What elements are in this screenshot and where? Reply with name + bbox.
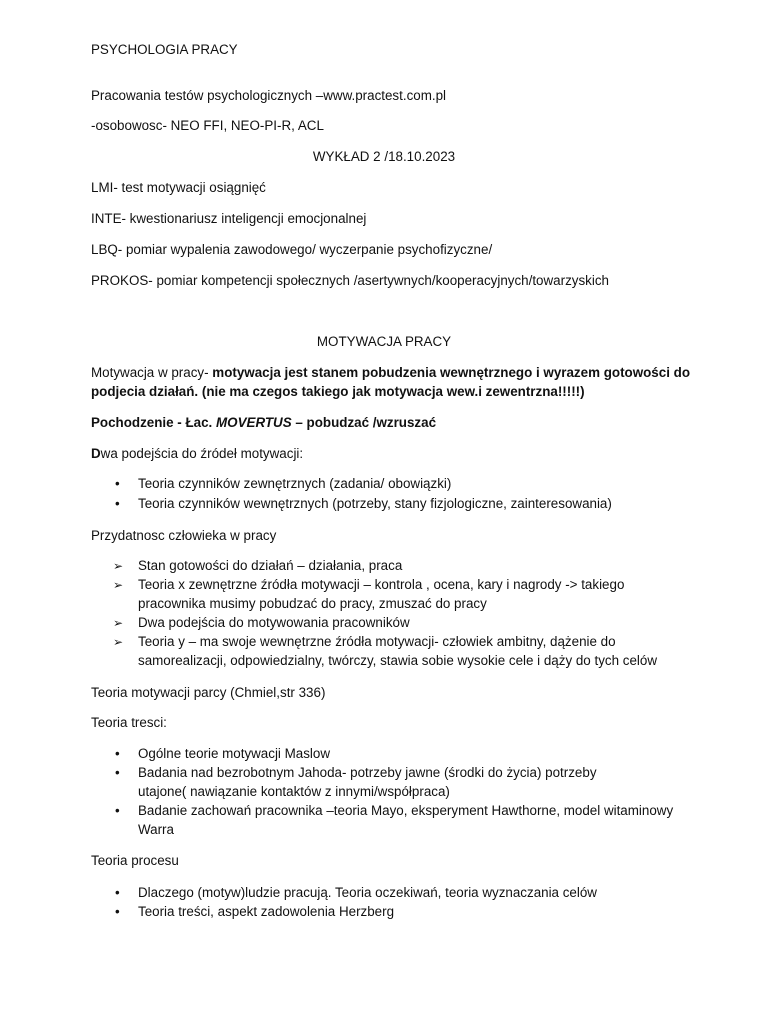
bullet-icon: •: [115, 904, 120, 919]
definition-line-2: podjecia działań. (nie ma czegos takiego jak motywacja wew.i zewentrzna!!!!!): [91, 384, 585, 399]
test-item: LMI- test motywacji osiągnięć: [91, 180, 266, 195]
list-item: Badanie zachowań pracownika –teoria Mayo, eksperyment Hawthorne, model witaminowy: [138, 803, 674, 818]
list-item: Teoria treści, aspekt zadowolenia Herzberg: [138, 904, 395, 919]
arrow-bullet-icon: ➢: [113, 559, 124, 573]
origin-word: MOVERTUS: [216, 415, 292, 430]
bullet-icon: •: [115, 803, 120, 818]
list-item: Stan gotowości do działań – działania, praca: [138, 558, 403, 573]
lecture-heading: WYKŁAD 2 /18.10.2023: [312, 149, 456, 164]
test-item: PROKOS- pomiar kompetencji społecznych /asertywnych/kooperacyjnych/towarzyskich: [91, 273, 609, 288]
bullet-icon: •: [115, 496, 120, 511]
personality-tests-line: -osobowosc- NEO FFI, NEO-PI-R, ACL: [91, 118, 324, 133]
document-title: PSYCHOLOGIA PRACY: [91, 42, 238, 57]
list-item: Dlaczego (motyw)ludzie pracują. Teoria oczekiwań, teoria wyznaczania celów: [138, 885, 597, 900]
list-item: Teoria czynników wewnętrznych (potrzeby, stany fizjologiczne, zainteresowania): [138, 496, 612, 511]
definition-bold-1: motywacja jest stanem pobudzenia wewnętrznego i wyrazem gotowości do: [212, 365, 690, 380]
list-item: Ogólne teorie motywacji Maslow: [138, 746, 331, 761]
arrow-bullet-icon: ➢: [113, 616, 124, 630]
origin-suffix: – pobudzać /wzruszać: [291, 415, 437, 430]
theory-reference: Teoria motywacji parcy (Chmiel,str 336): [91, 685, 326, 700]
usefulness-heading: Przydatnosc człowieka w pracy: [91, 528, 277, 543]
list-item: Badania nad bezrobotnym Jahoda- potrzeby jawne (środki do życia) potrzeby: [138, 765, 597, 780]
content-theories-heading: Teoria tresci:: [91, 715, 167, 730]
list-item-continuation: utajone( nawiązanie kontaktów z innymi/współpraca): [138, 784, 450, 799]
test-lab-line: Pracowania testów psychologicznych –www.practest.com.pl: [91, 88, 447, 103]
approaches-heading-rest: wa podejścia do źródeł motywacji:: [100, 446, 304, 461]
origin-prefix: Pochodzenie - Łac.: [91, 415, 217, 430]
list-item: Teoria y – ma swoje wewnętrzne źródła motywacji- człowiek ambitny, dążenie do: [138, 634, 616, 649]
list-item: Dwa podejścia do motywowania pracowników: [138, 615, 410, 630]
test-item: LBQ- pomiar wypalenia zawodowego/ wyczerpanie psychofizyczne/: [91, 242, 493, 257]
process-theories-heading: Teoria procesu: [91, 853, 179, 868]
bullet-icon: •: [115, 885, 120, 900]
list-item: Teoria czynników zewnętrznych (zadania/ obowiązki): [138, 476, 452, 491]
list-item-continuation: samorealizacji, odpowiedzialny, twórczy, stawia sobie wysokie cele i dąży do tych celów: [138, 653, 657, 668]
section-title: MOTYWACJA PRACY: [316, 334, 452, 349]
test-item: INTE- kwestionariusz inteligencji emocjonalnej: [91, 211, 367, 226]
approaches-heading: [91, 444, 303, 464]
arrow-bullet-icon: ➢: [113, 635, 124, 649]
definition-prefix: Motywacja w pracy-: [91, 365, 213, 380]
definition-line-1: [91, 363, 690, 383]
list-item-continuation: Warra: [138, 822, 174, 837]
bullet-icon: •: [115, 765, 120, 780]
list-item: Teoria x zewnętrzne źródła motywacji – kontrola , ocena, kary i nagrody -> takiego: [138, 577, 625, 592]
arrow-bullet-icon: ➢: [113, 578, 124, 592]
approaches-initial: D: [91, 446, 101, 461]
origin-line: [91, 413, 436, 433]
list-item-continuation: pracownika musimy pobudzać do pracy, zmuszać do pracy: [138, 596, 487, 611]
bullet-icon: •: [115, 476, 120, 491]
bullet-icon: •: [115, 746, 120, 761]
